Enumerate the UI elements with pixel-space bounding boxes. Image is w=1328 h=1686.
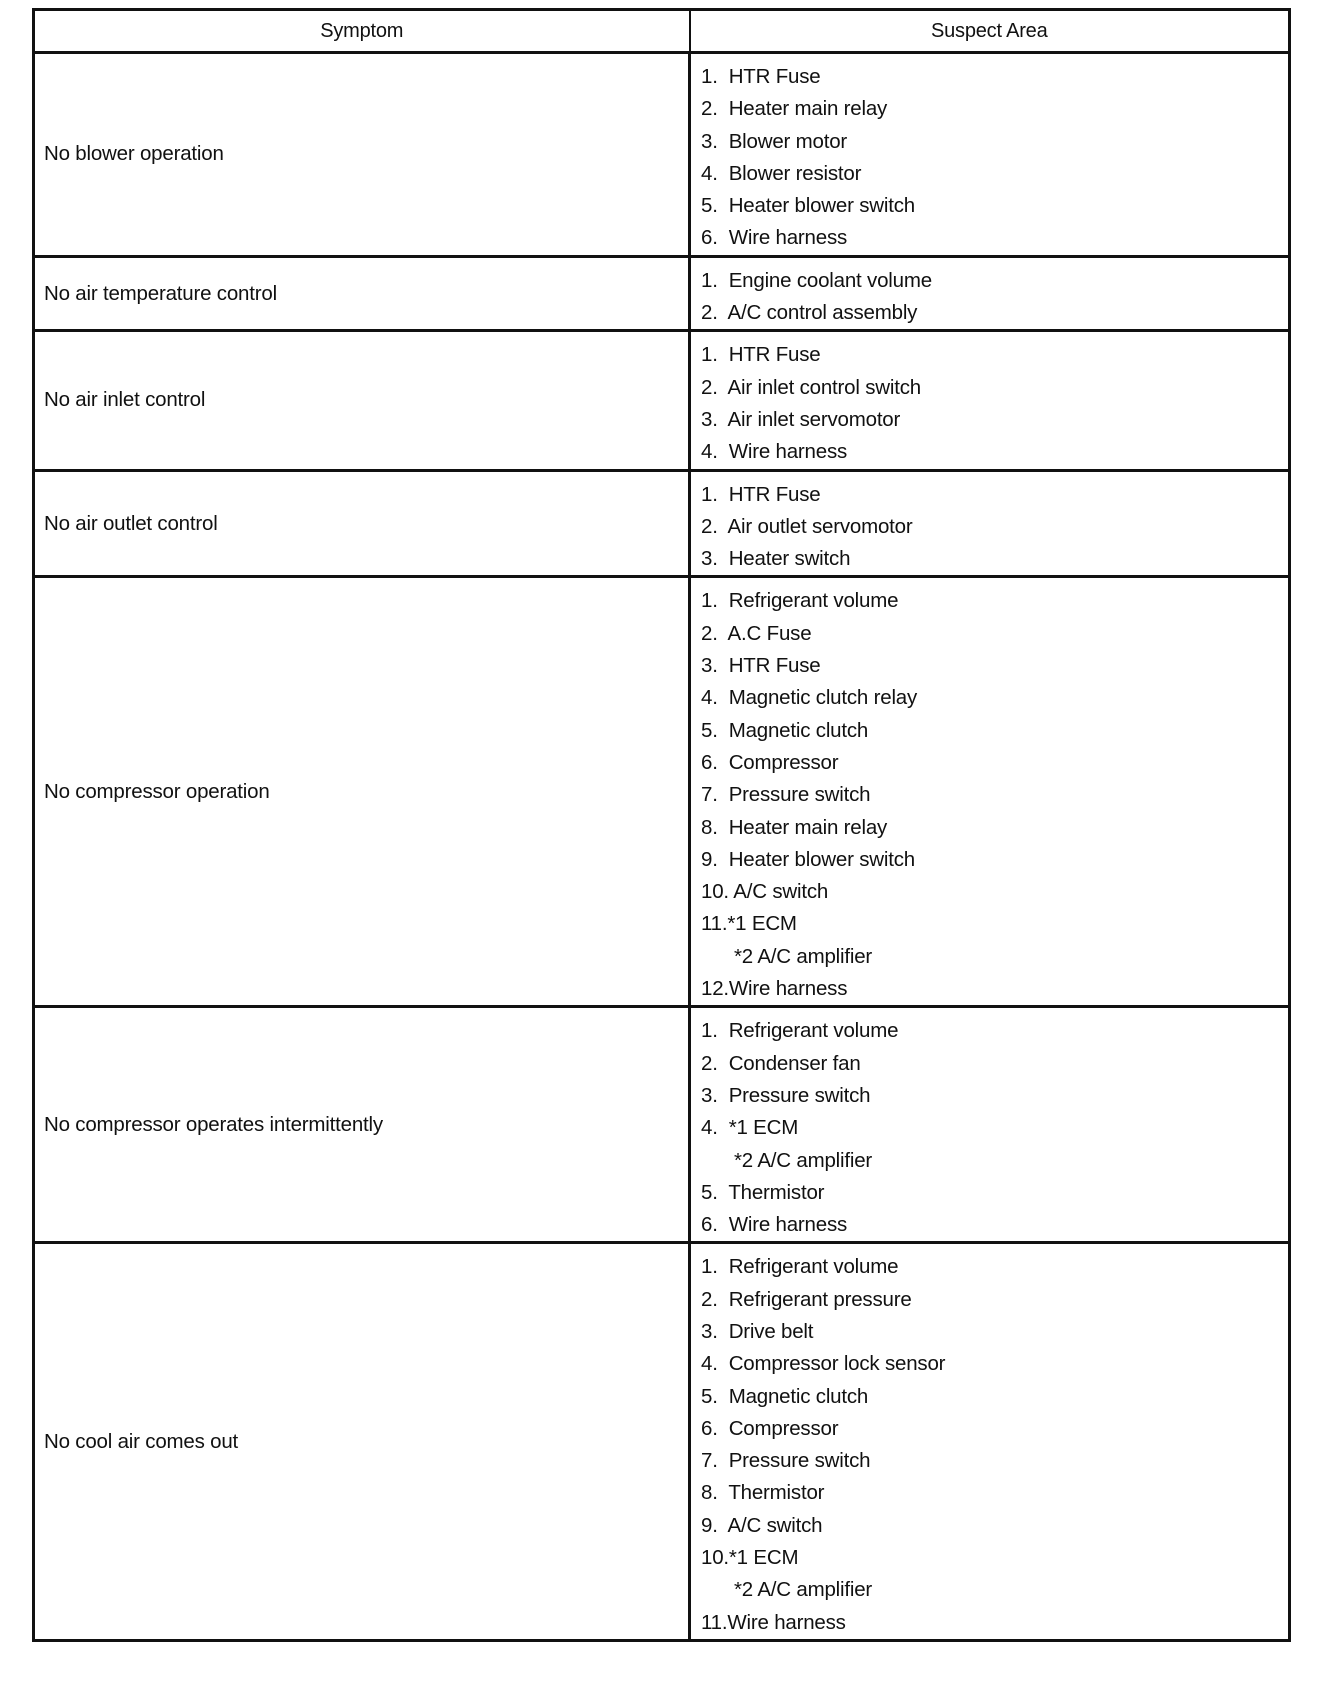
header-row (34, 10, 1290, 53)
symptom-table (32, 8, 1291, 1642)
suspect-list (701, 585, 1288, 1005)
suspect-item: 2. Refrigerant pressure (701, 1287, 912, 1311)
table-row (34, 256, 1290, 331)
table-row (34, 1007, 1290, 1243)
suspect-item: 2. Condenser fan (701, 1051, 861, 1075)
table-row (34, 470, 1290, 577)
suspect-list (701, 1015, 1288, 1241)
suspect-item: *2 A/C amplifier (701, 1148, 873, 1172)
symptom-cell: No air temperature control (34, 256, 690, 331)
suspect-item: 1. Engine coolant volume (701, 268, 932, 292)
troubleshooting-sheet (32, 8, 1288, 1642)
suspect-item: 6. Wire harness (701, 226, 848, 250)
suspect-item: 4. Wire harness (701, 440, 848, 464)
suspect-item: 11.*1 ECM (701, 912, 797, 936)
suspect-item: 6. Compressor (701, 750, 839, 774)
suspect-item: 7. Pressure switch (701, 783, 871, 807)
suspect-item: 4. Magnetic clutch relay (701, 686, 918, 710)
suspect-item: 4. Blower resistor (701, 161, 862, 185)
suspect-item: 2. Air inlet control switch (701, 375, 921, 399)
symptom-cell: No compressor operates intermittently (34, 1007, 690, 1243)
suspect-item: 3. Pressure switch (701, 1083, 871, 1107)
suspect-list (701, 339, 1288, 468)
suspect-item: 3. Air inlet servomotor (701, 407, 901, 431)
suspect-item: 1. Refrigerant volume (701, 589, 899, 613)
suspect-item: 9. Heater blower switch (701, 847, 915, 871)
suspect-item: 2. A.C Fuse (701, 621, 812, 645)
suspect-item: 8. Thermistor (701, 1481, 825, 1505)
suspect-item: 4. Compressor lock sensor (701, 1352, 946, 1376)
suspect-item: 5. Magnetic clutch (701, 1384, 869, 1408)
suspect-item: 1. Refrigerant volume (701, 1255, 899, 1279)
suspect-item: 1. HTR Fuse (701, 65, 821, 88)
table-row (34, 331, 1290, 470)
suspect-item: 5. Magnetic clutch (701, 718, 869, 742)
suspect-item: 9. A/C switch (701, 1513, 823, 1537)
suspect-item: 4. *1 ECM (701, 1116, 799, 1140)
suspect-item: 1. HTR Fuse (701, 343, 821, 367)
suspect-area-cell (690, 577, 1290, 1007)
suspect-list (701, 265, 1288, 330)
suspect-area-cell (690, 1243, 1290, 1641)
table-row (34, 1243, 1290, 1641)
suspect-item: 12.Wire harness (701, 977, 848, 1001)
suspect-area-column-header: Suspect Area (690, 10, 1290, 53)
suspect-item: 3. Drive belt (701, 1319, 814, 1343)
suspect-item: 5. Heater blower switch (701, 194, 915, 218)
suspect-item: 1. HTR Fuse (701, 482, 821, 506)
suspect-item: 1. Refrigerant volume (701, 1019, 899, 1043)
symptom-table-body (34, 53, 1290, 1641)
suspect-item: 2. Heater main relay (701, 97, 888, 121)
suspect-item: 3. HTR Fuse (701, 654, 821, 678)
suspect-area-cell (690, 331, 1290, 470)
suspect-item: *2 A/C amplifier (701, 944, 873, 968)
suspect-area-cell (690, 470, 1290, 577)
suspect-list (701, 61, 1288, 255)
suspect-item: 2. A/C control assembly (701, 301, 918, 325)
suspect-item: 7. Pressure switch (701, 1449, 871, 1473)
symptom-cell: No air inlet control (34, 331, 690, 470)
suspect-item: 6. Wire harness (701, 1213, 848, 1237)
symptom-cell: No air outlet control (34, 470, 690, 577)
symptom-cell: No compressor operation (34, 577, 690, 1007)
suspect-item: 2. Air outlet servomotor (701, 514, 913, 538)
suspect-item: 10. A/C switch (701, 880, 829, 904)
table-row (34, 577, 1290, 1007)
suspect-item: 8. Heater main relay (701, 815, 888, 839)
table-row (34, 53, 1290, 257)
symptom-cell: No cool air comes out (34, 1243, 690, 1641)
suspect-item: 10.*1 ECM (701, 1546, 799, 1570)
suspect-area-cell (690, 256, 1290, 331)
suspect-item: 3. Heater switch (701, 547, 851, 571)
suspect-list (701, 479, 1288, 576)
suspect-item: 3. Blower motor (701, 129, 848, 153)
suspect-area-cell (690, 1007, 1290, 1243)
symptom-column-header: Symptom (34, 10, 690, 53)
suspect-item: 5. Thermistor (701, 1180, 825, 1204)
symptom-cell: No blower operation (34, 53, 690, 257)
suspect-item: 11.Wire harness (701, 1610, 846, 1634)
suspect-list (701, 1251, 1288, 1639)
suspect-item: *2 A/C amplifier (701, 1578, 873, 1602)
suspect-item: 6. Compressor (701, 1416, 839, 1440)
suspect-area-cell (690, 53, 1290, 257)
